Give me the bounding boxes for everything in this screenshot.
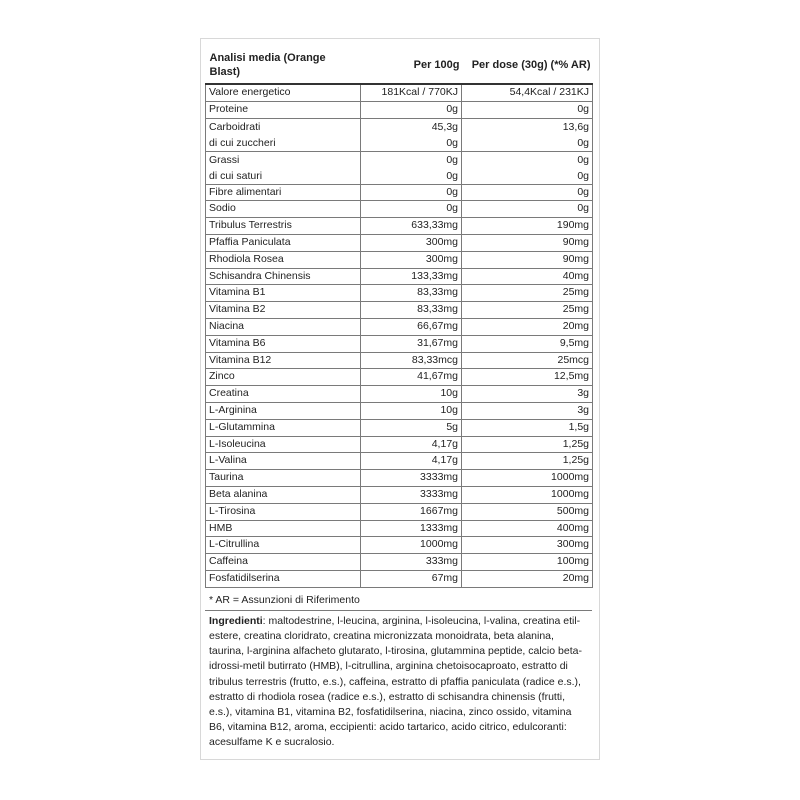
- nutrient-name: [206, 453, 361, 470]
- nutrient-name-main: Creatina: [209, 387, 249, 400]
- value-per-dose-main: 1,25g: [562, 437, 589, 450]
- value-per-100g: [361, 486, 462, 503]
- value-per-dose: [462, 470, 593, 487]
- value-per-dose-main: 12,5mg: [553, 370, 589, 383]
- value-per-100g-main: 3333mg: [420, 487, 458, 500]
- value-per-100g-main: 0g: [446, 153, 458, 166]
- nutrient-name-main: Fosfatidilserina: [209, 571, 280, 584]
- value-per-100g-main: 10g: [440, 387, 458, 400]
- table-row: [206, 386, 593, 403]
- nutrient-name-main: Fibre alimentari: [209, 185, 282, 198]
- nutrient-name-main: Rhodiola Rosea: [209, 252, 284, 265]
- ingredients-block: [205, 610, 592, 751]
- value-per-dose: [462, 251, 593, 268]
- value-per-dose: [462, 218, 593, 235]
- table-row: [206, 453, 593, 470]
- table-header-row: [206, 44, 593, 84]
- nutrient-name: [206, 118, 361, 151]
- nutrient-name: [206, 302, 361, 319]
- value-per-dose-main: 20mg: [562, 571, 589, 584]
- value-per-100g-main: 300mg: [425, 235, 458, 248]
- value-per-dose: [462, 369, 593, 386]
- table-row: [206, 101, 593, 118]
- value-per-100g-sub: 0g: [446, 169, 458, 182]
- table-row: [206, 318, 593, 335]
- value-per-dose-main: 190mg: [556, 219, 589, 232]
- value-per-dose-main: 1,25g: [562, 454, 589, 467]
- value-per-dose: [462, 118, 593, 151]
- value-per-dose-main: 3g: [577, 387, 589, 400]
- value-per-100g-sub: 0g: [446, 136, 458, 149]
- value-per-100g: [361, 520, 462, 537]
- nutrient-name-main: Vitamina B12: [209, 353, 272, 366]
- value-per-100g: [361, 302, 462, 319]
- nutrient-name-main: Zinco: [209, 370, 235, 383]
- nutrient-name-sub: di cui saturi: [209, 169, 263, 182]
- value-per-100g: [361, 218, 462, 235]
- value-per-100g-main: 333mg: [425, 555, 458, 568]
- table-row: [206, 302, 593, 319]
- value-per-dose: [462, 436, 593, 453]
- nutrient-name: [206, 503, 361, 520]
- nutrient-name-main: L-Citrullina: [209, 538, 260, 551]
- nutrient-name-main: L-Tirosina: [209, 504, 256, 517]
- value-per-dose-main: 90mg: [562, 252, 589, 265]
- value-per-dose-main: 500mg: [556, 504, 589, 517]
- value-per-100g-main: 1667mg: [420, 504, 458, 517]
- nutrient-name: [206, 201, 361, 218]
- value-per-dose: [462, 486, 593, 503]
- nutrient-name: [206, 285, 361, 302]
- table-row: [206, 486, 593, 503]
- value-per-dose: [462, 285, 593, 302]
- value-per-dose: [462, 201, 593, 218]
- nutrient-name-main: HMB: [209, 521, 233, 534]
- value-per-100g: [361, 151, 462, 184]
- value-per-100g-main: 0g: [446, 202, 458, 215]
- nutrient-name-main: Grassi: [209, 153, 240, 166]
- nutrient-name: [206, 554, 361, 571]
- value-per-100g-main: 133,33mg: [411, 269, 458, 282]
- nutrient-name-main: Beta alanina: [209, 487, 268, 500]
- table-row: [206, 268, 593, 285]
- table-row: [206, 419, 593, 436]
- table-row: [206, 84, 593, 101]
- value-per-dose-main: 90mg: [562, 235, 589, 248]
- nutrient-name: [206, 101, 361, 118]
- table-row: [206, 234, 593, 251]
- table-row: [206, 335, 593, 352]
- value-per-dose: [462, 151, 593, 184]
- value-per-100g-main: 5g: [446, 420, 458, 433]
- table-row: [206, 151, 593, 184]
- value-per-100g-main: 300mg: [425, 252, 458, 265]
- nutrient-name-main: Sodio: [209, 202, 236, 215]
- value-per-dose: [462, 419, 593, 436]
- header-per-dose: Per dose (30g) (*% AR): [462, 44, 593, 84]
- value-per-dose: [462, 537, 593, 554]
- value-per-dose: [462, 184, 593, 201]
- header-per-100g: Per 100g: [361, 44, 462, 84]
- value-per-100g-main: 0g: [446, 102, 458, 115]
- value-per-dose: [462, 520, 593, 537]
- value-per-100g: [361, 554, 462, 571]
- nutrient-name-main: Vitamina B6: [209, 336, 266, 349]
- table-row: [206, 218, 593, 235]
- value-per-100g: [361, 386, 462, 403]
- nutrition-panel: [205, 44, 592, 751]
- value-per-dose-main: 9,5mg: [559, 336, 589, 349]
- table-row: [206, 503, 593, 520]
- value-per-dose-main: 1,5g: [568, 420, 589, 433]
- nutrient-name: [206, 352, 361, 369]
- value-per-dose-main: 25mg: [562, 286, 589, 299]
- value-per-100g-main: 1000mg: [420, 538, 458, 551]
- value-per-dose-main: 300mg: [556, 538, 589, 551]
- nutrient-name: [206, 520, 361, 537]
- value-per-100g-main: 633,33mg: [411, 219, 458, 232]
- value-per-100g-main: 10g: [440, 403, 458, 416]
- table-row: [206, 352, 593, 369]
- value-per-100g-main: 0g: [446, 185, 458, 198]
- value-per-100g-main: 3333mg: [420, 471, 458, 484]
- value-per-dose: [462, 352, 593, 369]
- nutrient-name: [206, 369, 361, 386]
- nutrient-name-main: L-Arginina: [209, 403, 257, 416]
- nutrient-name-main: Carboidrati: [209, 120, 261, 133]
- nutrient-name-main: L-Isoleucina: [209, 437, 266, 450]
- value-per-dose: [462, 318, 593, 335]
- nutrition-table: [205, 44, 593, 588]
- nutrient-name-main: Vitamina B1: [209, 286, 266, 299]
- value-per-dose-main: 0g: [577, 102, 589, 115]
- nutrient-name: [206, 402, 361, 419]
- value-per-dose: [462, 386, 593, 403]
- nutrient-name-main: Proteine: [209, 102, 249, 115]
- value-per-100g: [361, 470, 462, 487]
- value-per-100g: [361, 118, 462, 151]
- value-per-dose: [462, 268, 593, 285]
- value-per-dose: [462, 335, 593, 352]
- ingredients-text: : maltodestrine, l-leucina, arginina, l-isoleucina, l-valina, creatina etil-estere, creatina cloridrato, creatina micronizzata monoidrata, beta alanina, taurina, l-arginina alfacheto glutarato, l-tirosina, glutammina peptide, calcio beta-idrossi-metil butirrato (HMB), l-citrullina, arginina chetoisocaproato, estratto di tribulus terrestris (frutto, e.s.), caffeina, estratto di pfaffia paniculata (radice e.s.), estratto di rhodiola rosea (radice e.s.), estratto di schisandra chinensis (frutti, e.s.), vitamina B1, vitamina B2, fosfatidilserina, niacina, zinco ossido, vitamina B6, vitamina B12, aroma, eccipienti: acido tartarico, acido citrico, edulcoranti: acesulfame K e sucralosio.: [209, 614, 582, 749]
- nutrient-name-main: Pfaffia Paniculata: [209, 235, 291, 248]
- table-row: [206, 402, 593, 419]
- value-per-dose-main: 3g: [577, 403, 589, 416]
- value-per-100g: [361, 234, 462, 251]
- value-per-dose: [462, 101, 593, 118]
- nutrient-name: [206, 537, 361, 554]
- nutrient-name: [206, 419, 361, 436]
- value-per-100g: [361, 285, 462, 302]
- value-per-100g-main: 4,17g: [431, 454, 458, 467]
- table-row: [206, 570, 593, 587]
- value-per-100g: [361, 503, 462, 520]
- nutrient-name: [206, 151, 361, 184]
- value-per-100g-main: 83,33mg: [417, 286, 458, 299]
- value-per-100g: [361, 436, 462, 453]
- nutrient-name-main: Taurina: [209, 471, 244, 484]
- table-row: [206, 470, 593, 487]
- nutrient-name-main: Niacina: [209, 319, 245, 332]
- value-per-dose-main: 0g: [577, 202, 589, 215]
- nutrient-name: [206, 470, 361, 487]
- nutrient-name-sub: di cui zuccheri: [209, 136, 276, 149]
- table-row: [206, 184, 593, 201]
- value-per-100g: [361, 419, 462, 436]
- value-per-dose: [462, 554, 593, 571]
- value-per-dose-main: 0g: [577, 153, 589, 166]
- table-row: [206, 369, 593, 386]
- table-row: [206, 285, 593, 302]
- value-per-100g: [361, 335, 462, 352]
- nutrient-name: [206, 251, 361, 268]
- value-per-100g-main: 45,3g: [431, 120, 458, 133]
- nutrient-name: [206, 84, 361, 101]
- value-per-dose-main: 1000mg: [551, 487, 589, 500]
- ingredients-label: Ingredienti: [209, 614, 263, 627]
- value-per-dose: [462, 234, 593, 251]
- value-per-100g-main: 31,67mg: [417, 336, 458, 349]
- value-per-100g: [361, 318, 462, 335]
- value-per-dose-main: 25mcg: [557, 353, 589, 366]
- value-per-dose: [462, 402, 593, 419]
- value-per-100g-main: 4,17g: [431, 437, 458, 450]
- nutrient-name-main: L-Valina: [209, 454, 247, 467]
- value-per-dose: [462, 570, 593, 587]
- value-per-100g: [361, 537, 462, 554]
- header-analysis: Analisi media (Orange Blast): [206, 44, 361, 84]
- table-row: [206, 520, 593, 537]
- nutrient-name: [206, 268, 361, 285]
- nutrient-name: [206, 335, 361, 352]
- value-per-dose: [462, 302, 593, 319]
- value-per-dose-main: 40mg: [562, 269, 589, 282]
- value-per-100g-main: 1333mg: [420, 521, 458, 534]
- value-per-dose: [462, 453, 593, 470]
- table-row: [206, 201, 593, 218]
- table-row: [206, 537, 593, 554]
- value-per-dose-main: 0g: [577, 185, 589, 198]
- nutrient-name-main: Tribulus Terrestris: [209, 219, 292, 232]
- nutrient-name: [206, 486, 361, 503]
- table-row: [206, 251, 593, 268]
- value-per-100g: [361, 402, 462, 419]
- nutrient-name-main: Schisandra Chinensis: [209, 269, 311, 282]
- value-per-100g: [361, 268, 462, 285]
- nutrient-name: [206, 218, 361, 235]
- value-per-dose: [462, 84, 593, 101]
- nutrient-name-main: L-Glutammina: [209, 420, 275, 433]
- nutrition-rows: [206, 84, 593, 587]
- value-per-100g: [361, 570, 462, 587]
- nutrient-name: [206, 318, 361, 335]
- value-per-100g: [361, 84, 462, 101]
- value-per-dose-main: 20mg: [562, 319, 589, 332]
- value-per-dose-main: 25mg: [562, 303, 589, 316]
- value-per-100g: [361, 369, 462, 386]
- value-per-dose: [462, 503, 593, 520]
- value-per-dose-sub: 0g: [577, 169, 589, 182]
- nutrient-name: [206, 570, 361, 587]
- value-per-100g: [361, 453, 462, 470]
- nutrient-name-main: Caffeina: [209, 555, 248, 568]
- value-per-100g-main: 41,67mg: [417, 370, 458, 383]
- value-per-dose-main: 54,4Kcal / 231KJ: [509, 86, 589, 98]
- value-per-dose-sub: 0g: [577, 136, 589, 149]
- value-per-100g-main: 181Kcal / 770KJ: [381, 86, 458, 98]
- value-per-100g: [361, 101, 462, 118]
- nutrient-name: [206, 386, 361, 403]
- value-per-100g: [361, 251, 462, 268]
- value-per-dose-main: 1000mg: [551, 471, 589, 484]
- table-row: [206, 554, 593, 571]
- table-row: [206, 118, 593, 151]
- value-per-dose-main: 400mg: [556, 521, 589, 534]
- nutrient-name-main: Valore energetico: [209, 86, 291, 98]
- value-per-100g: [361, 352, 462, 369]
- nutrient-name-main: Vitamina B2: [209, 303, 266, 316]
- value-per-100g-main: 67mg: [431, 571, 458, 584]
- value-per-dose-main: 13,6g: [562, 120, 589, 133]
- table-row: [206, 436, 593, 453]
- nutrient-name: [206, 436, 361, 453]
- value-per-100g-main: 83,33mcg: [411, 353, 458, 366]
- value-per-100g: [361, 184, 462, 201]
- value-per-100g: [361, 201, 462, 218]
- nutrient-name: [206, 184, 361, 201]
- footnote: * AR = Assunzioni di Riferimento: [209, 593, 360, 606]
- value-per-100g-main: 66,67mg: [417, 319, 458, 332]
- value-per-100g-main: 83,33mg: [417, 303, 458, 316]
- nutrient-name: [206, 234, 361, 251]
- value-per-dose-main: 100mg: [556, 555, 589, 568]
